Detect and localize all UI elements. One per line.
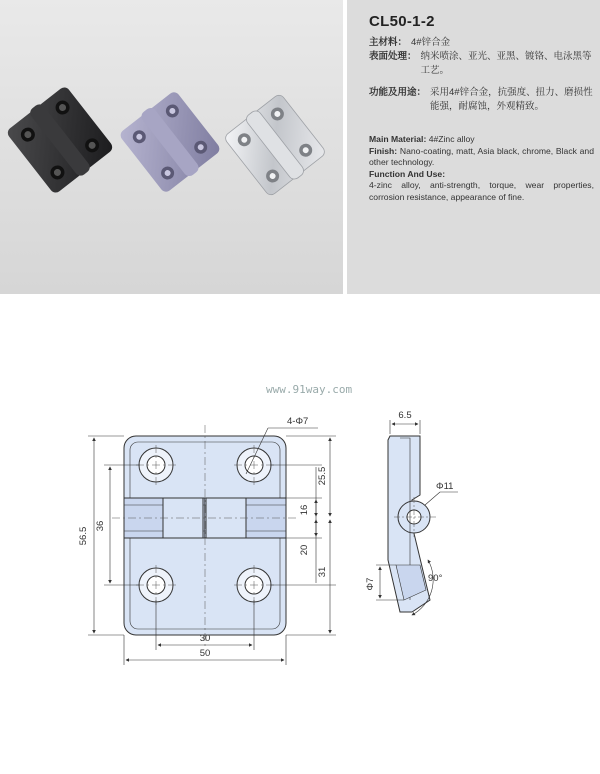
dim-knuckle: 16 bbox=[299, 504, 310, 516]
product-code: CL50-1-2 bbox=[369, 13, 435, 30]
function-cn-value: 采用4#锌合金，抗强度、扭力、磨损性能强，耐腐蚀，外观精致。 bbox=[430, 87, 593, 112]
finish-cn-label: 表面处理： bbox=[369, 51, 417, 62]
dim-leaf-inner: 36 bbox=[95, 520, 106, 532]
english-spec bbox=[369, 134, 594, 203]
dim-thickness: 6.5 bbox=[398, 410, 412, 421]
material-cn-label: 主材料： bbox=[369, 37, 408, 48]
finish-cn-row bbox=[369, 50, 594, 78]
technical-drawing bbox=[0, 300, 600, 774]
watermark-text: www.91way.com bbox=[266, 383, 353, 396]
dim-side-hole: Φ7 bbox=[365, 577, 376, 591]
material-cn-row bbox=[369, 36, 594, 50]
material-cn-value: 4#锌合金 bbox=[411, 37, 451, 48]
material-en-label: Main Material: bbox=[369, 134, 427, 144]
dim-top-hole: 25.5 bbox=[317, 466, 328, 486]
product-photo bbox=[0, 0, 343, 294]
dim-hole-spacing: 30 bbox=[199, 633, 211, 644]
dim-knuckle-diameter: Φ11 bbox=[436, 481, 454, 492]
hinge-grey-image bbox=[117, 88, 223, 195]
material-en-value: 4#Zinc alloy bbox=[428, 134, 475, 144]
dim-rotation-angle: 90° bbox=[428, 573, 443, 584]
finish-cn-value: 纳米喷涂、亚光、亚黑、镀铬、电泳黑等工艺。 bbox=[420, 51, 592, 76]
dim-holes-label: 4-Φ7 bbox=[287, 416, 309, 427]
dim-bottom-offset: 31 bbox=[317, 566, 328, 578]
hinge-chrome-image bbox=[222, 91, 328, 198]
function-cn-row bbox=[369, 86, 594, 114]
side-view bbox=[388, 436, 430, 612]
finish-en-value: Nano-coating, matt, Asia black, chrome, Black and other technology. bbox=[369, 145, 594, 167]
dim-lower-hole: 20 bbox=[299, 544, 310, 556]
hinge-black-image bbox=[4, 84, 116, 197]
dim-total-height: 56.5 bbox=[78, 526, 89, 546]
function-en-value: 4-zinc alloy, anti-strength, torque, wear properties, corrosion resistance, appearance of fine. bbox=[369, 180, 594, 202]
function-en-label: Function And Use: bbox=[369, 168, 446, 179]
function-cn-label: 功能及用途： bbox=[369, 87, 427, 98]
finish-en-label: Finish: bbox=[369, 145, 398, 156]
spec-panel bbox=[347, 0, 600, 294]
dim-total-width: 50 bbox=[199, 648, 211, 659]
